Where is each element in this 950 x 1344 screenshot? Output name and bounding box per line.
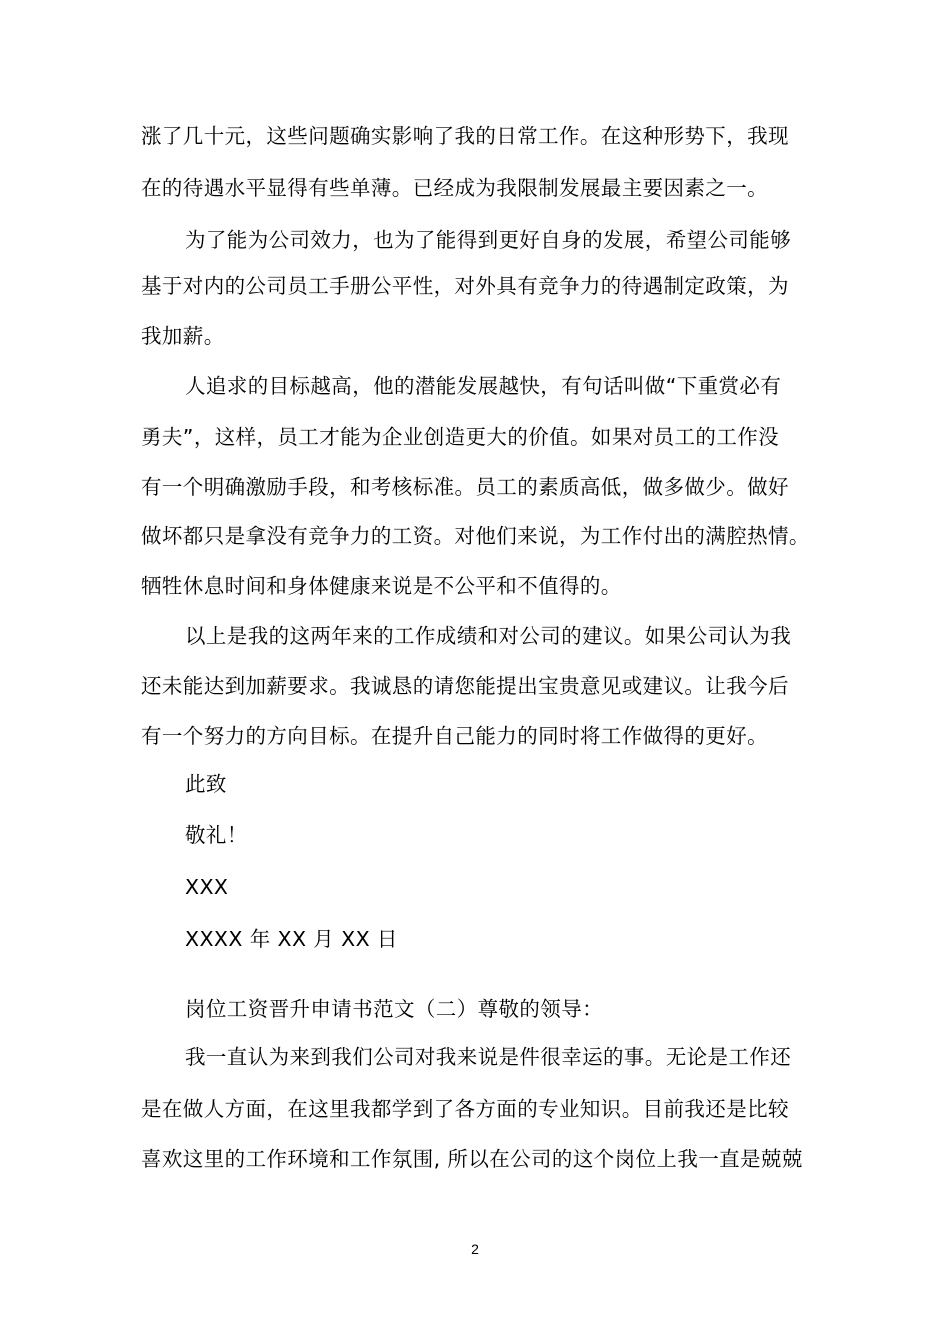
text-line: 是在做人方面，在这里我都学到了各方面的专业知识。目前我还是比较 bbox=[141, 1097, 789, 1121]
text-line: 有一个明确激励手段，和考核标准。员工的素质高低，做多做少。做好 bbox=[141, 475, 789, 499]
text-line: 做坏都只是拿没有竞争力的工资。对他们来说，为工作付出的满腔热情。 bbox=[141, 524, 810, 548]
text-line: 基于对内的公司员工手册公平性，对外具有竞争力的待遇制定政策，为 bbox=[141, 274, 789, 298]
paragraph-start-line: 人追求的目标越高，他的潜能发展越快，有句话叫做“下重赏必有 bbox=[185, 374, 782, 398]
text-line: 我加薪。 bbox=[141, 324, 225, 348]
text-line: 勇夫”，这样，员工才能为企业创造更大的价值。如果对员工的工作没 bbox=[141, 425, 780, 449]
text-line: 在的待遇水平显得有些单薄。已经成为我限制发展最主要因素之一。 bbox=[141, 176, 768, 200]
page-number: 2 bbox=[471, 1241, 479, 1257]
closing-salutation: 此致 bbox=[185, 772, 227, 796]
closing-regards: 敬礼！ bbox=[185, 823, 248, 847]
paragraph-start-line: 我一直认为来到我们公司对我来说是件很幸运的事。无论是工作还 bbox=[185, 1045, 792, 1069]
paragraph-start-line: 为了能为公司效力，也为了能得到更好自身的发展，希望公司能够 bbox=[185, 228, 792, 252]
signature-date: XXXX 年 XX 月 XX 日 bbox=[185, 927, 398, 951]
text-line: 有一个努力的方向目标。在提升自己能力的同时将工作做得的更好。 bbox=[141, 724, 768, 748]
section-heading: 岗位工资晋升申请书范文（二）尊敬的领导： bbox=[185, 997, 603, 1021]
text-line: 涨了几十元，这些问题确实影响了我的日常工作。在这种形势下，我现 bbox=[141, 124, 789, 148]
signature-name: XXX bbox=[185, 875, 229, 899]
text-line: 牺牲休息时间和身体健康来说是不公平和不值得的。 bbox=[141, 574, 622, 598]
paragraph-start-line: 以上是我的这两年来的工作成绩和对公司的建议。如果公司认为我 bbox=[185, 624, 792, 648]
text-line: 还未能达到加薪要求。我诚恳的请您能提出宝贵意见或建议。让我今后 bbox=[141, 674, 789, 698]
text-line: 喜欢这里的工作环境和工作氛围, 所以在公司的这个岗位上我一直是兢兢 bbox=[141, 1147, 803, 1171]
